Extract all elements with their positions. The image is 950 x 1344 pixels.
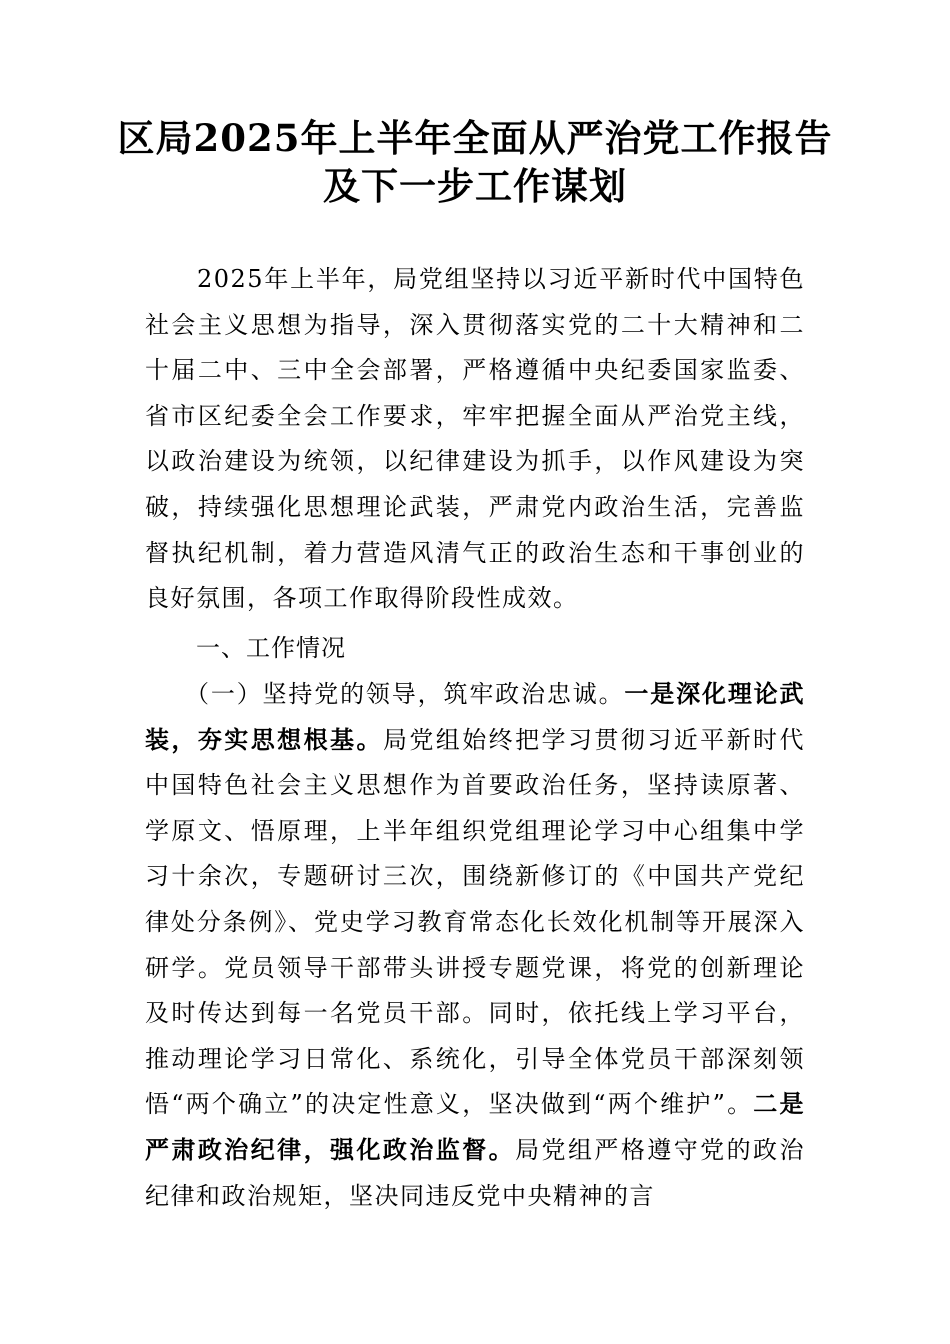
document-title-line-1: 区局2025年上半年全面从严治党工作报告 bbox=[117, 116, 833, 160]
point-2-heading: 二是严肃政治纪律，强化政治监督。 bbox=[145, 1090, 806, 1164]
point-1-text: 局党组始终把学习贯彻习近平新时代中国特色社会主义思想作为首要政治任务，坚持读原著、学原文、悟原理，上半年组织党组理论学习中心组集中学习十余次，专题研讨三次，围绕新修订的《中国共产党纪律处分条例》、党史学习教育常态化长效化机制等开展深入研学。党员领导干部带头讲授专题党课，将党的创新理论及时传达到每一名党员干部。同时，依托线上学习平台，推动理论学习日常化、系统化，引导全体党员干部深刻领悟“两个确立”的决定性意义，坚决做到“两个维护”。 bbox=[145, 725, 805, 1119]
section-heading: 一、工作情况 bbox=[196, 634, 346, 662]
point-1-heading: 一是深化理论武装，夯实思想根基。 bbox=[145, 680, 806, 754]
section-paragraph bbox=[145, 672, 805, 1219]
document-title-line-2: 及下一步工作谋划 bbox=[323, 164, 627, 208]
intro-paragraph: 2025年上半年，局党组坚持以习近平新时代中国特色社会主义思想为指导，深入贯彻落实党的二十大精神和二十届二中、三中全会部署，严格遵循中央纪委国家监委、省市区纪委全会工作要求，牢牢把握全面从严治党主线，以政治建设为统领，以纪律建设为抓手，以作风建设为突破，持续强化思想理论武装，严肃党内政治生活，完善监督执纪机制，着力营造风清气正的政治生态和干事创业的良好氛围，各项工作取得阶段性成效。 bbox=[145, 265, 805, 613]
point-2-text: 局党组严格遵守党的政治纪律和政治规矩，坚决同违反党中央精神的言 bbox=[145, 1135, 805, 1210]
subsection-lead: （一）坚持党的领导，筑牢政治忠诚。 bbox=[185, 680, 625, 708]
